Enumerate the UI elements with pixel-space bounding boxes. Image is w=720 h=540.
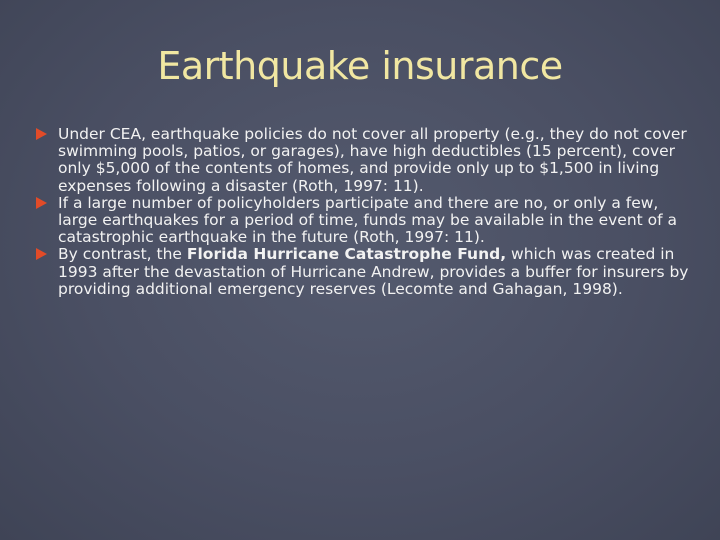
triangle-right-icon (36, 197, 47, 209)
bullet-list (36, 126, 694, 298)
bullet-text-bold: Florida Hurricane Catastrophe Fund, (186, 245, 507, 264)
bullet-text-after: which was created in 1993 after the devastation of Hurricane Andrew, provides a buffer for insurers by providing additional emergency reserves (Lecomte and Gahagan, 1998). (58, 245, 689, 298)
bullet-text: If a large number of policyholders participate and there are no, or only a few, large earthquakes for a period of time, funds may be available in the event of a catastrophic earthquake in the future (Roth, 1997: 11). (58, 193, 678, 247)
bullet-text-before: By contrast, the (58, 245, 187, 264)
bullet-item (36, 246, 694, 298)
triangle-right-icon (36, 248, 47, 260)
bullet-item (36, 126, 694, 195)
triangle-right-icon (36, 128, 47, 140)
bullet-text: Under CEA, earthquake policies do not cover all property (e.g., they do not cover swimming pools, patios, or garages), have high deductibles (15 percent), cover only $5,000 of the contents of homes, and provide only up to $1,500 in living expenses following a disaster (Roth, 1997: 11). (58, 125, 687, 195)
slide-title: Earthquake insurance (157, 44, 563, 88)
bullet-item (36, 195, 694, 247)
